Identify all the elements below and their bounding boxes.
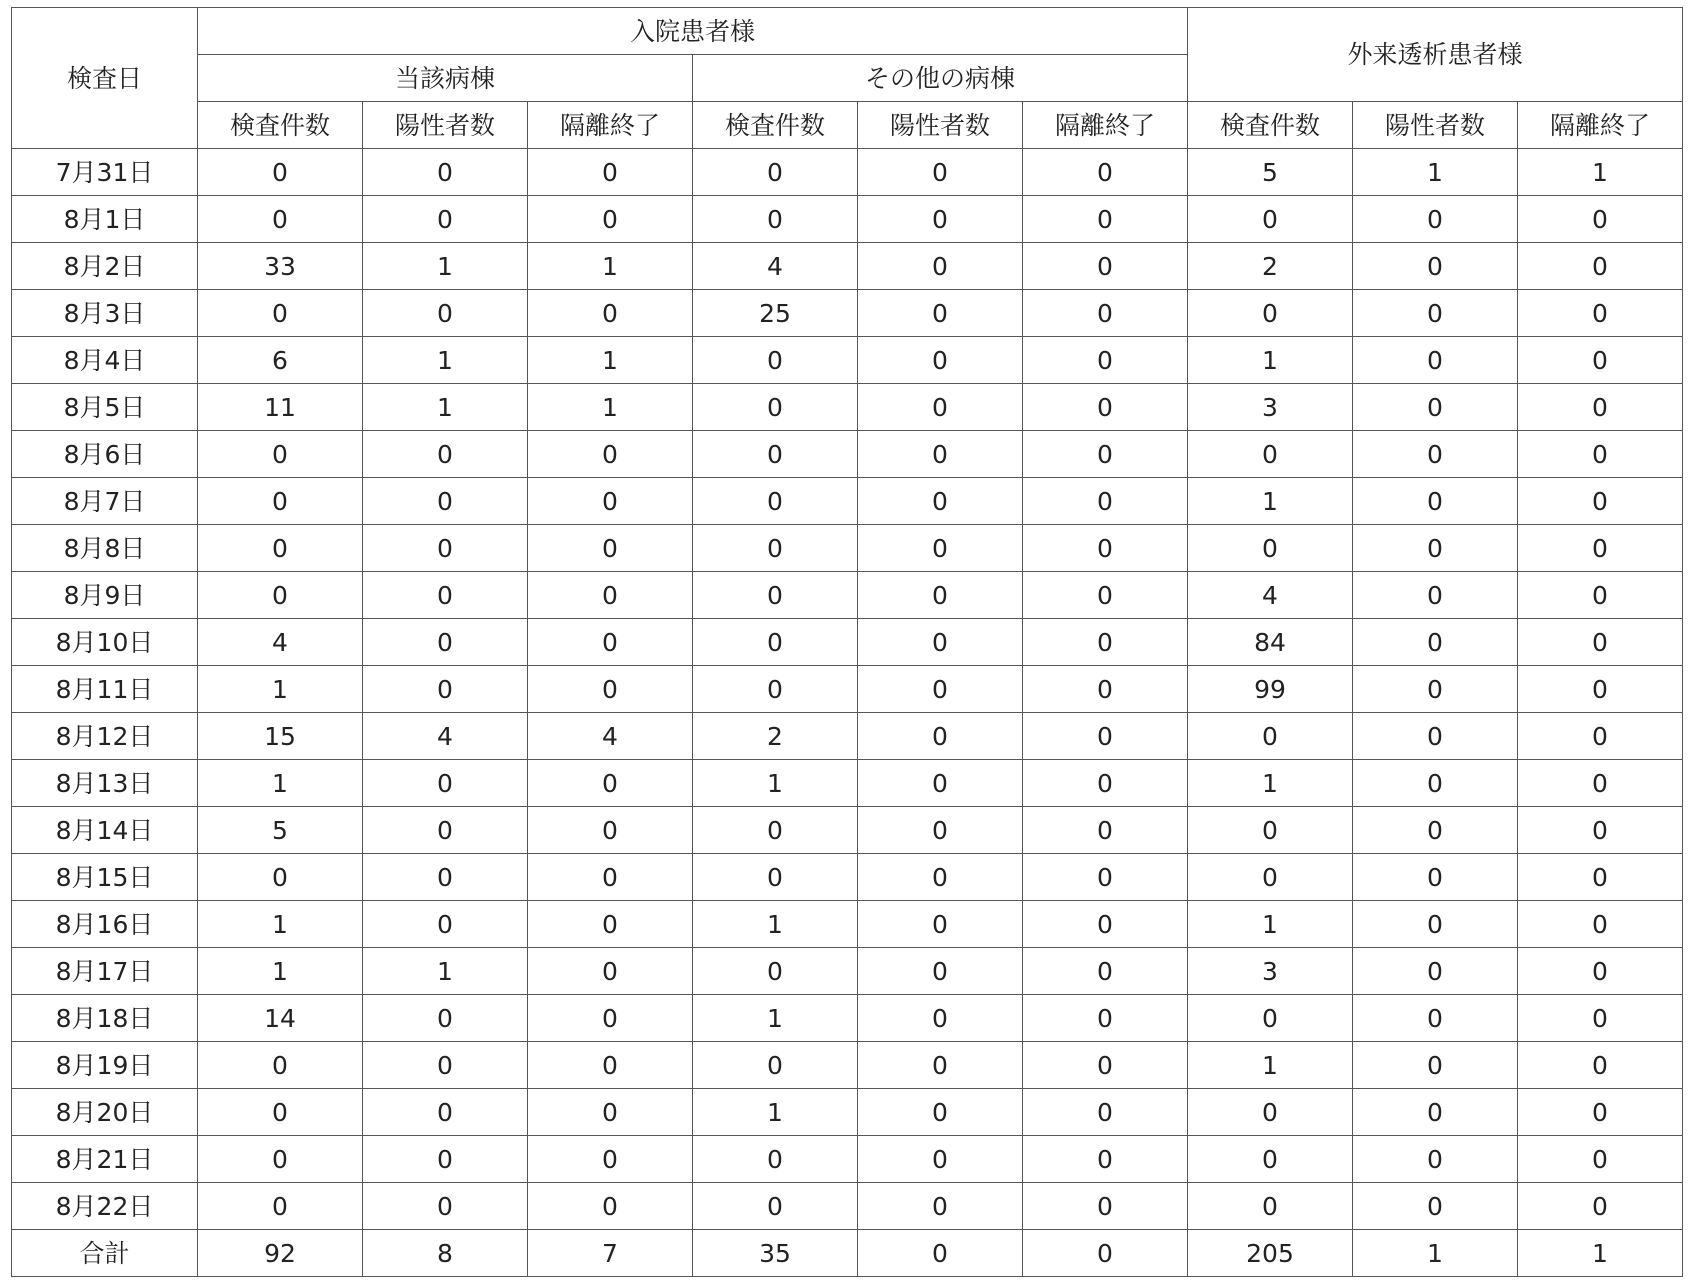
value-cell: 5 [1188,149,1353,196]
value-cell: 0 [858,525,1023,572]
value-cell: 4 [198,619,363,666]
value-cell: 0 [198,196,363,243]
value-cell: 25 [693,290,858,337]
date-cell: 8月6日 [12,431,198,478]
outpatient-isolation-header: 隔離終了 [1518,102,1683,149]
value-cell: 1 [363,337,528,384]
value-cell: 0 [1023,431,1188,478]
value-cell: 0 [1023,666,1188,713]
value-cell: 1 [1353,149,1518,196]
ward-positive-header: 陽性者数 [363,102,528,149]
value-cell: 0 [693,149,858,196]
value-cell: 0 [528,572,693,619]
other-tests-header: 検査件数 [693,102,858,149]
value-cell: 1 [363,948,528,995]
value-cell: 0 [1353,1089,1518,1136]
value-cell: 0 [363,431,528,478]
value-cell: 0 [1188,431,1353,478]
value-cell: 0 [198,854,363,901]
value-cell: 0 [1023,337,1188,384]
table-row [12,525,1683,572]
value-cell: 1 [198,901,363,948]
value-cell: 11 [198,384,363,431]
header-row-3 [12,102,1683,149]
value-cell: 0 [1353,713,1518,760]
value-cell: 1 [528,337,693,384]
table-row [12,337,1683,384]
value-cell: 0 [1023,1230,1188,1277]
value-cell: 0 [858,854,1023,901]
value-cell: 0 [363,901,528,948]
outpatient-positive-header: 陽性者数 [1353,102,1518,149]
value-cell: 0 [693,337,858,384]
value-cell: 0 [198,572,363,619]
value-cell: 0 [198,149,363,196]
value-cell: 0 [1353,478,1518,525]
table-row [12,666,1683,713]
value-cell: 0 [693,1183,858,1230]
value-cell: 0 [1353,854,1518,901]
value-cell: 0 [528,196,693,243]
value-cell: 0 [858,713,1023,760]
value-cell: 0 [693,854,858,901]
total-row [12,1230,1683,1277]
date-cell: 8月12日 [12,713,198,760]
value-cell: 0 [1188,807,1353,854]
value-cell: 0 [1518,619,1683,666]
date-cell: 8月5日 [12,384,198,431]
table-row [12,1089,1683,1136]
value-cell: 0 [858,243,1023,290]
value-cell: 4 [528,713,693,760]
value-cell: 1 [198,948,363,995]
table-row [12,901,1683,948]
value-cell: 0 [1188,525,1353,572]
value-cell: 8 [363,1230,528,1277]
value-cell: 0 [1023,196,1188,243]
value-cell: 0 [363,995,528,1042]
value-cell: 0 [528,431,693,478]
value-cell: 0 [1518,1042,1683,1089]
value-cell: 0 [1353,666,1518,713]
value-cell: 92 [198,1230,363,1277]
value-cell: 0 [1353,572,1518,619]
value-cell: 0 [1353,807,1518,854]
value-cell: 0 [1188,995,1353,1042]
value-cell: 0 [1518,854,1683,901]
value-cell: 15 [198,713,363,760]
value-cell: 84 [1188,619,1353,666]
value-cell: 0 [1023,290,1188,337]
value-cell: 0 [1353,948,1518,995]
other-positive-header: 陽性者数 [858,102,1023,149]
value-cell: 99 [1188,666,1353,713]
value-cell: 0 [528,854,693,901]
date-cell: 8月13日 [12,760,198,807]
value-cell: 1 [1188,1042,1353,1089]
value-cell: 0 [528,1042,693,1089]
value-cell: 0 [1188,1183,1353,1230]
value-cell: 0 [1353,525,1518,572]
value-cell: 0 [528,1136,693,1183]
date-cell: 8月16日 [12,901,198,948]
value-cell: 0 [1518,290,1683,337]
value-cell: 1 [693,760,858,807]
value-cell: 0 [1188,1136,1353,1183]
date-cell: 8月18日 [12,995,198,1042]
value-cell: 0 [528,948,693,995]
value-cell: 0 [1518,337,1683,384]
value-cell: 0 [1353,243,1518,290]
value-cell: 6 [198,337,363,384]
value-cell: 0 [858,666,1023,713]
value-cell: 0 [1023,1183,1188,1230]
value-cell: 0 [198,1183,363,1230]
table-row [12,243,1683,290]
table-row [12,384,1683,431]
date-cell: 8月3日 [12,290,198,337]
value-cell: 0 [693,619,858,666]
date-cell: 8月14日 [12,807,198,854]
value-cell: 35 [693,1230,858,1277]
value-cell: 0 [858,995,1023,1042]
value-cell: 0 [693,807,858,854]
value-cell: 1 [1188,760,1353,807]
date-cell: 8月7日 [12,478,198,525]
value-cell: 0 [858,1230,1023,1277]
value-cell: 0 [363,525,528,572]
value-cell: 0 [1353,1136,1518,1183]
table-row [12,854,1683,901]
value-cell: 0 [858,760,1023,807]
value-cell: 0 [528,807,693,854]
value-cell: 0 [1353,901,1518,948]
value-cell: 0 [693,1136,858,1183]
value-cell: 0 [858,1042,1023,1089]
value-cell: 0 [363,149,528,196]
date-cell: 8月20日 [12,1089,198,1136]
value-cell: 0 [528,901,693,948]
value-cell: 0 [858,1183,1023,1230]
value-cell: 0 [363,1042,528,1089]
value-cell: 0 [1023,760,1188,807]
value-cell: 0 [1188,1089,1353,1136]
value-cell: 0 [1518,572,1683,619]
value-cell: 0 [858,1089,1023,1136]
value-cell: 0 [1188,290,1353,337]
value-cell: 0 [1023,948,1188,995]
value-cell: 0 [198,1136,363,1183]
value-cell: 1 [693,901,858,948]
value-cell: 0 [858,1136,1023,1183]
value-cell: 0 [198,478,363,525]
value-cell: 0 [1023,572,1188,619]
value-cell: 0 [1518,995,1683,1042]
value-cell: 0 [1518,760,1683,807]
value-cell: 1 [1353,1230,1518,1277]
table-row [12,196,1683,243]
value-cell: 4 [693,243,858,290]
value-cell: 0 [693,572,858,619]
value-cell: 0 [1518,478,1683,525]
value-cell: 0 [1518,807,1683,854]
value-cell: 0 [1023,478,1188,525]
value-cell: 1 [1188,901,1353,948]
value-cell: 0 [1353,1042,1518,1089]
value-cell: 0 [363,807,528,854]
table-row [12,760,1683,807]
value-cell: 0 [1353,290,1518,337]
value-cell: 0 [363,1089,528,1136]
value-cell: 0 [1353,196,1518,243]
value-cell: 0 [693,666,858,713]
value-cell: 0 [693,948,858,995]
date-cell: 8月11日 [12,666,198,713]
value-cell: 0 [363,1136,528,1183]
value-cell: 0 [363,854,528,901]
value-cell: 1 [528,243,693,290]
value-cell: 0 [528,1183,693,1230]
value-cell: 0 [858,149,1023,196]
value-cell: 0 [1353,337,1518,384]
value-cell: 0 [528,760,693,807]
header-row-1 [12,8,1683,55]
value-cell: 1 [198,760,363,807]
table-row [12,478,1683,525]
value-cell: 0 [1023,713,1188,760]
table-row [12,995,1683,1042]
table-row [12,1136,1683,1183]
value-cell: 0 [858,337,1023,384]
value-cell: 0 [1023,807,1188,854]
value-cell: 0 [1023,995,1188,1042]
value-cell: 0 [1353,384,1518,431]
date-cell: 8月21日 [12,1136,198,1183]
value-cell: 0 [363,478,528,525]
ward-isolation-header: 隔離終了 [528,102,693,149]
value-cell: 0 [858,807,1023,854]
value-cell: 0 [1023,149,1188,196]
value-cell: 0 [693,1042,858,1089]
date-cell: 8月19日 [12,1042,198,1089]
date-cell: 8月15日 [12,854,198,901]
table-row [12,948,1683,995]
value-cell: 0 [1518,1136,1683,1183]
value-cell: 0 [198,431,363,478]
value-cell: 0 [1023,854,1188,901]
outpatient-tests-header: 検査件数 [1188,102,1353,149]
outpatient-header: 外来透析患者様 [1188,8,1683,102]
value-cell: 0 [858,384,1023,431]
value-cell: 0 [1023,1089,1188,1136]
value-cell: 0 [363,619,528,666]
value-cell: 0 [693,196,858,243]
value-cell: 0 [693,384,858,431]
value-cell: 0 [1518,384,1683,431]
value-cell: 0 [1518,948,1683,995]
value-cell: 0 [363,1183,528,1230]
ward-tests-header: 検査件数 [198,102,363,149]
value-cell: 0 [1353,760,1518,807]
date-cell: 8月17日 [12,948,198,995]
value-cell: 0 [528,995,693,1042]
table-row [12,149,1683,196]
table-row [12,807,1683,854]
value-cell: 0 [1353,995,1518,1042]
value-cell: 0 [1188,196,1353,243]
value-cell: 0 [1023,1042,1188,1089]
value-cell: 0 [528,149,693,196]
table-row [12,431,1683,478]
value-cell: 7 [528,1230,693,1277]
value-cell: 4 [1188,572,1353,619]
date-cell: 8月10日 [12,619,198,666]
value-cell: 3 [1188,384,1353,431]
value-cell: 0 [528,290,693,337]
value-cell: 1 [1518,149,1683,196]
date-cell: 8月4日 [12,337,198,384]
value-cell: 1 [693,995,858,1042]
table-row [12,572,1683,619]
value-cell: 0 [1518,431,1683,478]
date-column-header: 検査日 [12,8,198,149]
value-cell: 1 [1518,1230,1683,1277]
value-cell: 0 [528,478,693,525]
value-cell: 0 [198,1042,363,1089]
value-cell: 0 [1353,619,1518,666]
value-cell: 0 [858,901,1023,948]
value-cell: 1 [363,243,528,290]
value-cell: 0 [528,619,693,666]
date-cell: 7月31日 [12,149,198,196]
value-cell: 0 [363,290,528,337]
date-cell: 8月9日 [12,572,198,619]
value-cell: 0 [363,666,528,713]
value-cell: 0 [1023,525,1188,572]
value-cell: 3 [1188,948,1353,995]
value-cell: 0 [1518,1183,1683,1230]
value-cell: 0 [858,572,1023,619]
value-cell: 0 [1518,196,1683,243]
value-cell: 0 [528,525,693,572]
value-cell: 0 [1518,666,1683,713]
date-cell: 8月1日 [12,196,198,243]
value-cell: 1 [693,1089,858,1136]
value-cell: 0 [528,1089,693,1136]
value-cell: 14 [198,995,363,1042]
date-cell: 8月2日 [12,243,198,290]
value-cell: 0 [198,290,363,337]
value-cell: 205 [1188,1230,1353,1277]
value-cell: 0 [858,619,1023,666]
value-cell: 0 [1353,1183,1518,1230]
value-cell: 0 [693,431,858,478]
value-cell: 0 [693,525,858,572]
value-cell: 0 [858,431,1023,478]
table-row [12,1183,1683,1230]
other-ward-header: その他の病棟 [693,55,1188,102]
value-cell: 0 [693,478,858,525]
date-cell: 合計 [12,1230,198,1277]
date-cell: 8月8日 [12,525,198,572]
value-cell: 0 [1188,854,1353,901]
value-cell: 0 [1518,713,1683,760]
value-cell: 0 [1188,713,1353,760]
value-cell: 5 [198,807,363,854]
value-cell: 0 [1518,243,1683,290]
value-cell: 0 [198,525,363,572]
value-cell: 1 [528,384,693,431]
table-row [12,290,1683,337]
value-cell: 0 [1518,901,1683,948]
value-cell: 0 [1023,1136,1188,1183]
value-cell: 0 [198,1089,363,1136]
inpatient-header: 入院患者様 [198,8,1188,55]
value-cell: 0 [858,948,1023,995]
value-cell: 0 [1023,243,1188,290]
value-cell: 4 [363,713,528,760]
value-cell: 0 [363,572,528,619]
value-cell: 0 [858,196,1023,243]
other-isolation-header: 隔離終了 [1023,102,1188,149]
value-cell: 2 [1188,243,1353,290]
value-cell: 0 [1023,619,1188,666]
value-cell: 0 [528,666,693,713]
value-cell: 0 [363,760,528,807]
value-cell: 1 [1188,337,1353,384]
value-cell: 1 [363,384,528,431]
ward-header: 当該病棟 [198,55,693,102]
value-cell: 0 [1023,901,1188,948]
value-cell: 33 [198,243,363,290]
value-cell: 0 [1518,525,1683,572]
value-cell: 1 [1188,478,1353,525]
value-cell: 0 [363,196,528,243]
value-cell: 1 [198,666,363,713]
table-row [12,619,1683,666]
inspection-table [11,7,1683,1277]
table-row [12,713,1683,760]
table-row [12,1042,1683,1089]
value-cell: 0 [1023,384,1188,431]
value-cell: 0 [858,290,1023,337]
value-cell: 0 [1518,1089,1683,1136]
date-cell: 8月22日 [12,1183,198,1230]
value-cell: 0 [858,478,1023,525]
value-cell: 0 [1353,431,1518,478]
value-cell: 2 [693,713,858,760]
